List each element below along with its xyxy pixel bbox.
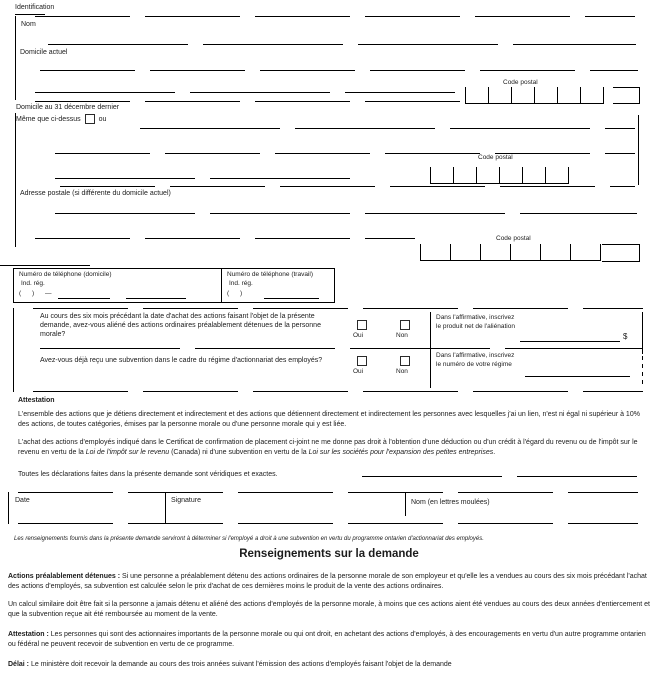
q1-currency-label: $ (623, 332, 628, 341)
divider (165, 492, 166, 524)
box-border (642, 356, 643, 388)
fill-line[interactable] (58, 298, 110, 299)
declaration-statement: Toutes les déclarations faites dans la présente demande sont véridiques et exactes. (18, 471, 278, 478)
divider (15, 14, 45, 15)
question-2-text: Avez-vous déjà reçu une subvention dans le cadre du régime d'actionnariat des employés? (40, 357, 323, 364)
postal-code-cell[interactable] (450, 244, 480, 261)
postal-code-cell[interactable] (570, 244, 601, 261)
q1-non-checkbox[interactable] (400, 320, 410, 330)
corner-box[interactable] (613, 87, 640, 104)
ou-label: ou (98, 115, 107, 123)
q2-non-checkbox[interactable] (400, 356, 410, 366)
postal-code-cell[interactable] (465, 87, 488, 104)
fill-line[interactable] (55, 213, 637, 214)
postal-code-cell[interactable] (511, 87, 534, 104)
fill-line[interactable] (264, 298, 319, 299)
question-1-text: Au cours des six mois précédant la date d'achat des actions faisant l'objet de la présente demande, avez-vous aliéné des actions ordinaires préalablement détenues de la personne morale? (40, 313, 321, 338)
postal-code-cell[interactable] (488, 87, 511, 104)
q2-oui-label: Oui (353, 368, 364, 375)
postal-code-cells-2 (430, 167, 569, 184)
info-paragraph-2: Un calcul similaire doit être fait si la personne a jamais détenu et aliéné des actions d'employés de la personne morale, à moins que ces actions aient été vendues au cours des deux années d'entiercement et que la subvention reçue ait été remboursée au moment de la vente. (8, 601, 650, 618)
signature-field[interactable] (208, 504, 388, 520)
info-p3-lead: Attestation : (8, 631, 49, 638)
section-identification-title: Identification (15, 4, 55, 11)
divider (221, 269, 222, 302)
info-p4-lead: Délai : (8, 661, 30, 668)
q1-oui-checkbox[interactable] (357, 320, 367, 330)
attestation-p2-text-c: . (493, 448, 496, 456)
divider (405, 492, 406, 516)
q2-non-label: Non (396, 368, 408, 375)
box-border (13, 308, 14, 392)
nom-label: Nom (21, 21, 36, 28)
info-p4-text: Le ministère doit recevoir la demande au cours des trois années suivant l'émission des actions d'employés faisant l'objet de la demande (29, 661, 452, 668)
code-postal-label-2: Code postal (478, 154, 513, 161)
box-border (33, 308, 643, 309)
domicile-actuel-label: Domicile actuel (20, 49, 68, 56)
fill-line[interactable] (40, 70, 638, 71)
tel-travail-label: Numéro de téléphone (travail) (227, 271, 313, 278)
attestation-p2-law-1: Loi de l'impôt sur le revenu (85, 448, 170, 456)
meme-que-label: Même que ci-dessus (16, 115, 81, 123)
postal-code-cell[interactable] (430, 167, 453, 184)
postal-code-cell[interactable] (580, 87, 604, 104)
fill-line[interactable] (35, 16, 635, 17)
privacy-note: Les renseignements fournis dans la présente demande serviront à déterminer si l'employé a droit à une subvention en vertu du programme ontarien d'actionnariat des employés. (14, 536, 484, 542)
fill-line[interactable] (35, 92, 455, 93)
fill-line[interactable] (35, 101, 460, 102)
fill-line[interactable] (140, 128, 635, 129)
fill-line[interactable] (60, 186, 635, 187)
q1-oui-label: Oui (353, 332, 364, 339)
fill-line[interactable] (362, 476, 637, 477)
meme-que-checkbox[interactable] (85, 114, 95, 124)
q2-answer-line[interactable] (525, 376, 630, 377)
domicile-31-label: Domicile au 31 décembre dernier (16, 104, 120, 111)
attestation-title: Attestation (18, 397, 55, 404)
meme-que-row (16, 114, 106, 124)
postal-code-cell[interactable] (540, 244, 570, 261)
postal-code-cell[interactable] (499, 167, 522, 184)
attestation-paragraph-2 (18, 438, 640, 457)
nom-lettres-moulees-label: Nom (en lettres moulées) (411, 499, 490, 506)
postal-code-cell[interactable] (557, 87, 580, 104)
fill-line[interactable] (55, 178, 355, 179)
fill-line[interactable] (55, 153, 635, 154)
adresse-postale-label: Adresse postale (si différente du domicile actuel) (20, 190, 171, 197)
q2-oui-checkbox[interactable] (357, 356, 367, 366)
box-border (18, 523, 638, 524)
box-border (33, 391, 643, 392)
attestation-p2-text-b: (Canada) ni d'une subvention en vertu de la (169, 448, 309, 456)
divider (430, 312, 431, 388)
q1-affirmative-text: Dans l'affirmative, inscrivez le produit net de l'aliénation (436, 314, 515, 330)
corner-box[interactable] (602, 244, 640, 262)
info-paragraph-4 (8, 660, 653, 670)
box-border (15, 113, 16, 185)
postal-code-cells-3 (420, 244, 601, 261)
signature-label: Signature (171, 497, 201, 504)
info-p3-text: Les personnes qui sont des actionnaires importants de la personne morale ou qui ont droit, en achetant des actions d'employés, à des encouragements en vertu d'un autre programme ontarien ou fédéral ne peuvent recevoir de subvention en vertu de ce programme. (8, 631, 646, 648)
info-p1-text: Si une personne a préalablement détenu des actions ordinaires de la personne morale de son employeur et qu'elle les a vendues au cours des six mois précédant l'achat des actions d'employés, sa subvention est calculée selon le prix d'achat de ces dernières moins le produit de la vente des actions ordinaires. (8, 573, 647, 590)
postal-code-cell[interactable] (476, 167, 499, 184)
fill-line[interactable] (35, 238, 415, 239)
telephone-box (13, 268, 335, 303)
info-paragraph-3 (8, 630, 653, 649)
box-border (18, 492, 638, 493)
postal-code-cell[interactable] (545, 167, 569, 184)
signature-box (8, 492, 640, 524)
postal-code-cell[interactable] (522, 167, 545, 184)
box-border (8, 492, 9, 524)
tel-travail-field[interactable]: ( ) (227, 290, 243, 297)
attestation-p2-text-a: L'achat des actions d'employés indiqué dans le Certificat de confirmation de placement ci-joint ne me donne pas droit à l'obtention d'une déduction ou d'un crédit à l'égard du revenu ou de l'impôt sur le revenu en vertu de la (18, 439, 638, 456)
box-border (15, 185, 16, 247)
postal-code-cell[interactable] (534, 87, 557, 104)
ind-reg-label-1: Ind. rég. (21, 280, 45, 287)
postal-code-cell[interactable] (510, 244, 540, 261)
fill-line[interactable] (48, 44, 636, 45)
fill-line[interactable] (0, 265, 90, 266)
ind-reg-label-2: Ind. rég. (229, 280, 253, 287)
nom-field[interactable] (428, 510, 608, 522)
q1-answer-line[interactable] (520, 341, 620, 342)
row-divider (40, 348, 643, 349)
postal-code-cell[interactable] (420, 244, 450, 261)
renseignements-title: Renseignements sur la demande (239, 548, 419, 560)
questions-box (13, 308, 645, 392)
q2-affirmative-text: Dans l'affirmative, inscrivez le numéro de votre régime (436, 352, 515, 368)
info-p1-lead: Actions préalablement détenues : (8, 573, 121, 580)
fill-line[interactable] (126, 298, 186, 299)
postal-code-cell[interactable] (480, 244, 510, 261)
date-label: Date (15, 497, 30, 504)
postal-code-cells-1 (465, 87, 604, 104)
q1-non-label: Non (396, 332, 408, 339)
postal-code-cell[interactable] (453, 167, 476, 184)
code-postal-label-1: Code postal (503, 79, 538, 86)
code-postal-label-3: Code postal (496, 235, 531, 242)
tel-domicile-field[interactable]: ( ) — (19, 290, 52, 297)
tel-domicile-label: Numéro de téléphone (domicile) (19, 271, 112, 278)
box-border (15, 16, 16, 100)
attestation-paragraph-1: L'ensemble des actions que je détiens directement et indirectement et des actions que détiennent directement et indirectement les personnes avec lesquelles j'ai un lien, n'est ni égal ni supérieur à 10% des actions, de toutes catégories, émises par la personne morale ou d'une personne morale qui y est liée. (18, 411, 640, 428)
info-paragraph-1 (8, 572, 653, 591)
box-border (638, 115, 639, 185)
attestation-p2-law-2: Loi sur les sociétés pour l'expansion des petites entreprises (308, 448, 494, 456)
